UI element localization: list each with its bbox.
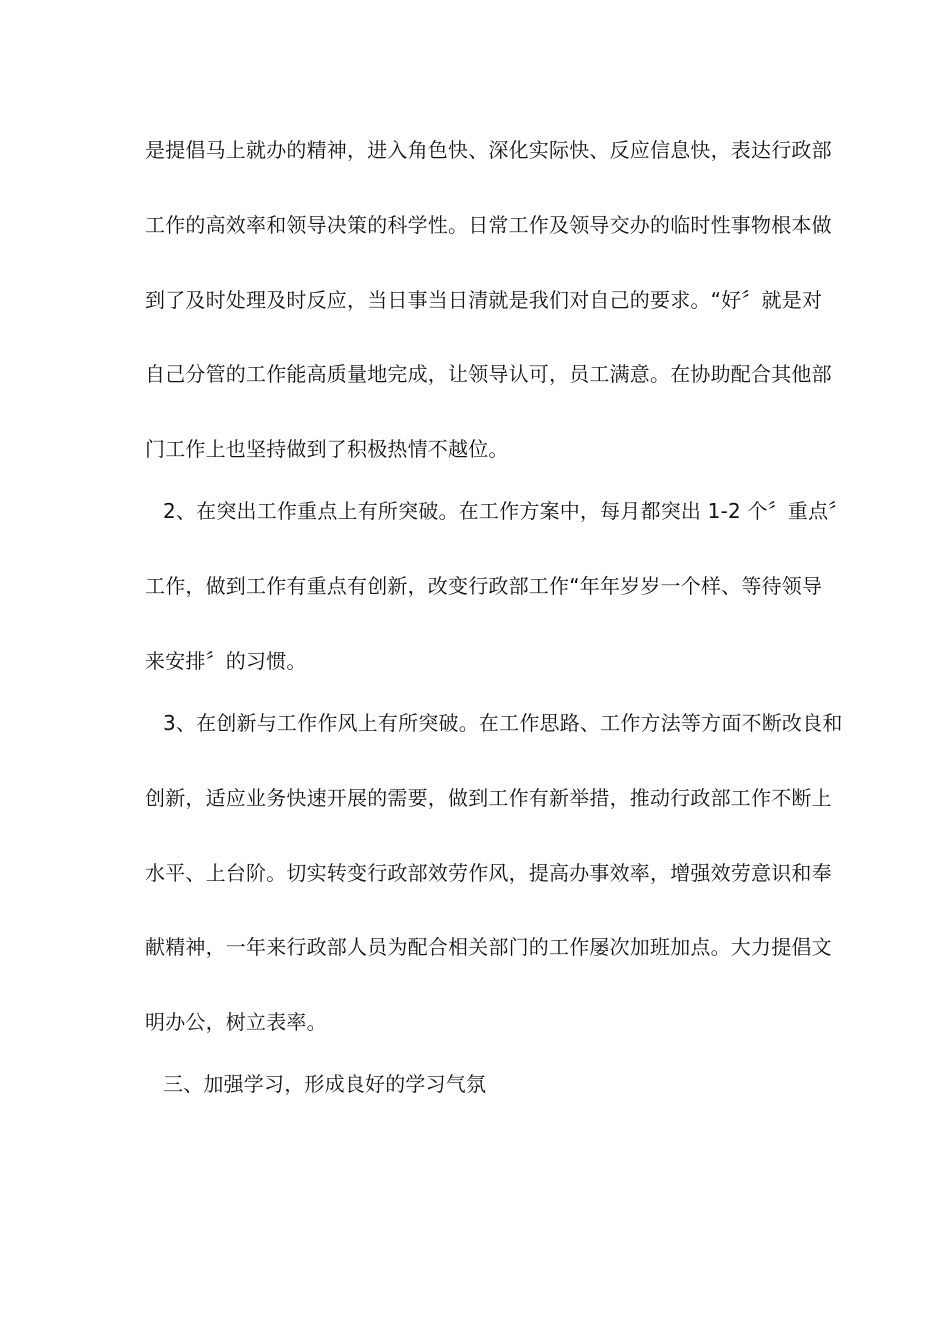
text-line: 2、在突出工作重点上有所突破。在工作方案中，每月都突出 1-2 个〞重点〞 (163, 499, 849, 523)
section-heading: 三、加强学习，形成良好的学习气氛 (163, 1072, 487, 1096)
text-line: 工作的高效率和领导决策的科学性。日常工作及领导交办的临时性事物根本做 (145, 213, 832, 237)
text-line: 献精神，一年来行政部人员为配合相关部门的工作屡次加班加点。大力提倡文 (145, 935, 832, 959)
text-line: 自己分管的工作能高质量地完成，让领导认可，员工满意。在协助配合其他部 (145, 362, 832, 386)
text-line: 是提倡马上就办的精神，进入角色快、深化实际快、反应信息快，表达行政部 (145, 138, 832, 162)
text-line: 水平、上台阶。切实转变行政部效劳作风，提高办事效率，增强效劳意识和奉 (145, 861, 832, 885)
text-line: 明办公，树立表率。 (145, 1010, 327, 1034)
text-line: 创新，适应业务快速开展的需要，做到工作有新举措，推动行政部工作不断上 (145, 786, 832, 810)
text-line: 工作，做到工作有重点有创新，改变行政部工作“年年岁岁一个样、等待领导 (145, 574, 823, 598)
text-line: 来安排〞的习惯。 (145, 649, 307, 673)
text-line: 门工作上也坚持做到了积极热情不越位。 (145, 437, 509, 461)
text-line: 到了及时处理及时反应，当日事当日清就是我们对自己的要求。“好〞就是对 (145, 288, 823, 312)
text-line: 3、在创新与工作作风上有所突破。在工作思路、工作方法等方面不断改良和 (163, 711, 843, 735)
